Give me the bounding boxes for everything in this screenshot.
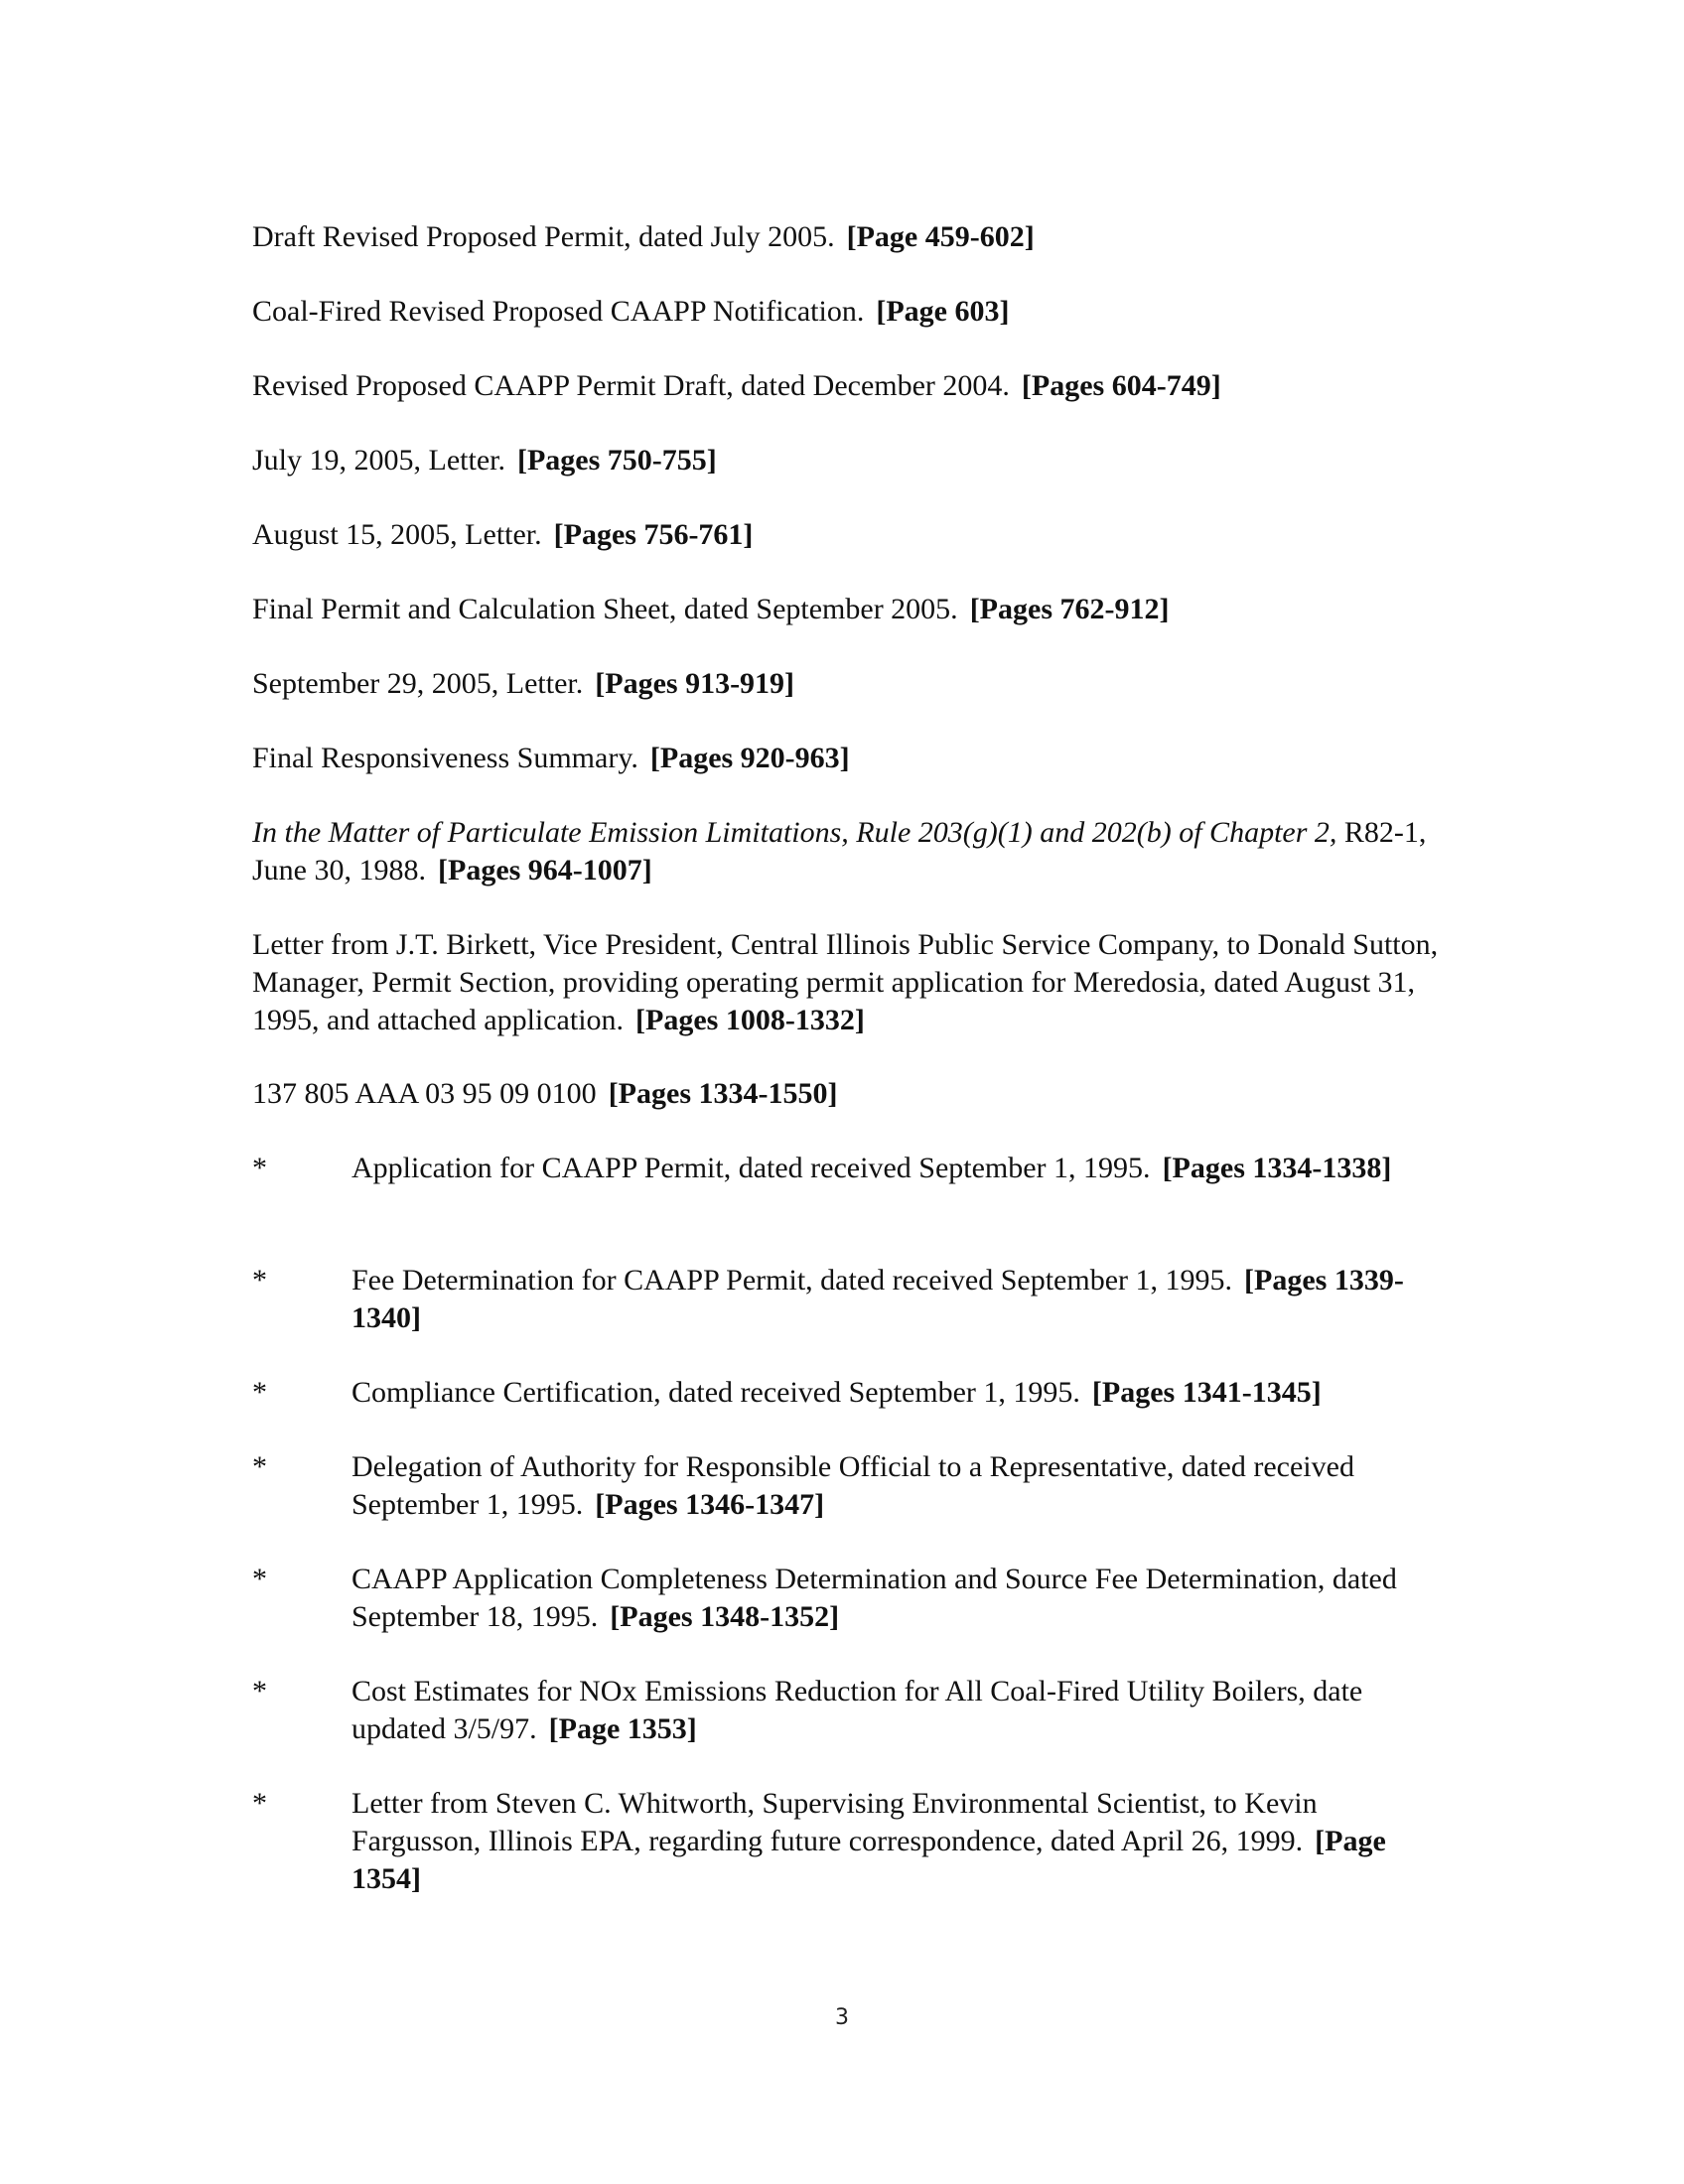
bullet-marker: * — [252, 1787, 267, 1820]
list-item: Revised Proposed CAAPP Permit Draft, dated December 2004. [Pages 604-749] — [252, 369, 1221, 402]
list-item: Final Permit and Calculation Sheet, dated September 2005. [Pages 762-912] — [252, 593, 1170, 625]
page-reference: [Pages 1339-1340] — [351, 1264, 1404, 1334]
page-reference: [Pages 1346-1347] — [595, 1488, 825, 1521]
page-number: 3 — [835, 2005, 849, 2030]
matter-entry: In the Matter of Particulate Emission Limitations, Rule 203(g)(1) and 202(b) of Chapter 2, R82-1, June 30, 1988. [Pages 964-1007] — [252, 816, 1427, 887]
document-page: Draft Revised Proposed Permit, dated July 2005. [Page 459-602] Coal-Fired Revised Proposed CAAPP Notification. [Page 603] Revised Proposed CAAPP Permit Draft, dated December 2004. [Pages 604-749] July 19, 2005, Letter. [Pages 750-755] August 15, 2005, Letter. [Pages 756-761] Final Permit and Calculation Sheet, dated September 2005. [Pages 762-912] September 29, 2005, Letter. [Pages 913-919] Final Responsiveness Summary. [Pages 920-963] In the Matter of Particulate Emission Limitations, Rule 203(g)(1) and 202(b) of Chapter 2, R82-1, June 30, 1988. [Pages 964-1007] Letter from J.T. Birkett, Vice President, Central Illinois Public Service Company, to Donald Sutton, Manager, Permit Section, providing operating permit application for Meredosia, dated August 31, 1995, and attached application. [Pages 1008-1332] 137 805 AAA 03 95 09 0100 [Pages 1334-1550] * Application for CAAPP Permit, dated received September 1, 1995. [Pages 1334-1338] * Fee Determination for CAAPP Permit, dated received September 1, 1995. [Pages 1339-1340] * Compliance Certification, dated received September 1, 1995. [Pages 1341-1345] * Delegation of Authority for Responsible Official to a Representative, dated received September 1, 1995. [Pages 1346-1347] * CAAPP Application Completeness Determination and Source Fee Determination, dated September 18, 1995. [Pages 1348-1352] * Cost Estimates for NOx Emissions Reduction for All Coal-Fired Utility Boilers, date updated 3/5/97. [Page 1353] * Letter from Steven C. Whitworth, Supervising Environmental Scientist, to Kevin Fargusson, Illinois EPA, regarding future correspondence, dated April 26, 1999. [Page 1354] 3 — [0, 0, 1684, 2184]
group-entry — [252, 1075, 1454, 1113]
page-reference: [Pages 1334-1550] — [608, 1077, 838, 1110]
page-reference: [Page 1353] — [548, 1712, 697, 1745]
page-reference: [Pages 1008-1332] — [635, 1004, 865, 1036]
page-reference: [Pages 762-912] — [969, 593, 1170, 625]
bullet-marker: * — [252, 1152, 267, 1184]
bullet-marker: * — [252, 1450, 267, 1483]
list-item: Final Responsiveness Summary. [Pages 920-963] — [252, 742, 850, 774]
list-item: September 29, 2005, Letter. [Pages 913-919] — [252, 667, 795, 700]
page-reference: [Pages 1348-1352] — [610, 1600, 840, 1633]
page-reference: [Pages 750-755] — [516, 444, 717, 477]
page-reference: [Pages 913-919] — [595, 667, 795, 700]
letter-entry: Letter from J.T. Birkett, Vice President, Central Illinois Public Service Company, to Donald Sutton, Manager, Permit Section, providing operating permit application for Meredosia, dated August 31, 1995, and attached application. [Pages 1008-1332] — [252, 928, 1439, 1036]
list-item: August 15, 2005, Letter. [Pages 756-761] — [252, 518, 754, 551]
list-item: July 19, 2005, Letter. [Pages 750-755] — [252, 444, 717, 477]
bullet-marker: * — [252, 1563, 267, 1595]
page-reference: [Pages 1341-1345] — [1091, 1376, 1322, 1409]
list-item: Draft Revised Proposed Permit, dated July 2005. [Page 459-602] — [252, 220, 1035, 253]
list-item: Coal-Fired Revised Proposed CAAPP Notification. [Page 603] — [252, 295, 1010, 328]
page-reference: [Page 1354] — [351, 1825, 1386, 1895]
bullet-marker: * — [252, 1376, 267, 1409]
page-reference: [Page 603] — [876, 295, 1010, 328]
application-id: 137 805 AAA 03 95 09 0100 — [252, 1077, 597, 1110]
page-reference: [Pages 756-761] — [553, 518, 754, 551]
page-reference: [Pages 920-963] — [649, 742, 850, 774]
page-reference: [Pages 604-749] — [1021, 369, 1221, 402]
page-reference: [Pages 1334-1338] — [1162, 1152, 1392, 1184]
page-reference: [Pages 964-1007] — [438, 854, 652, 887]
bullet-marker: * — [252, 1675, 267, 1707]
case-title: In the Matter of Particulate Emission Limitations, Rule 203(g)(1) and 202(b) of Chapter 2, — [252, 816, 1337, 849]
bullet-marker: * — [252, 1264, 267, 1297]
page-reference: [Page 459-602] — [846, 220, 1035, 253]
